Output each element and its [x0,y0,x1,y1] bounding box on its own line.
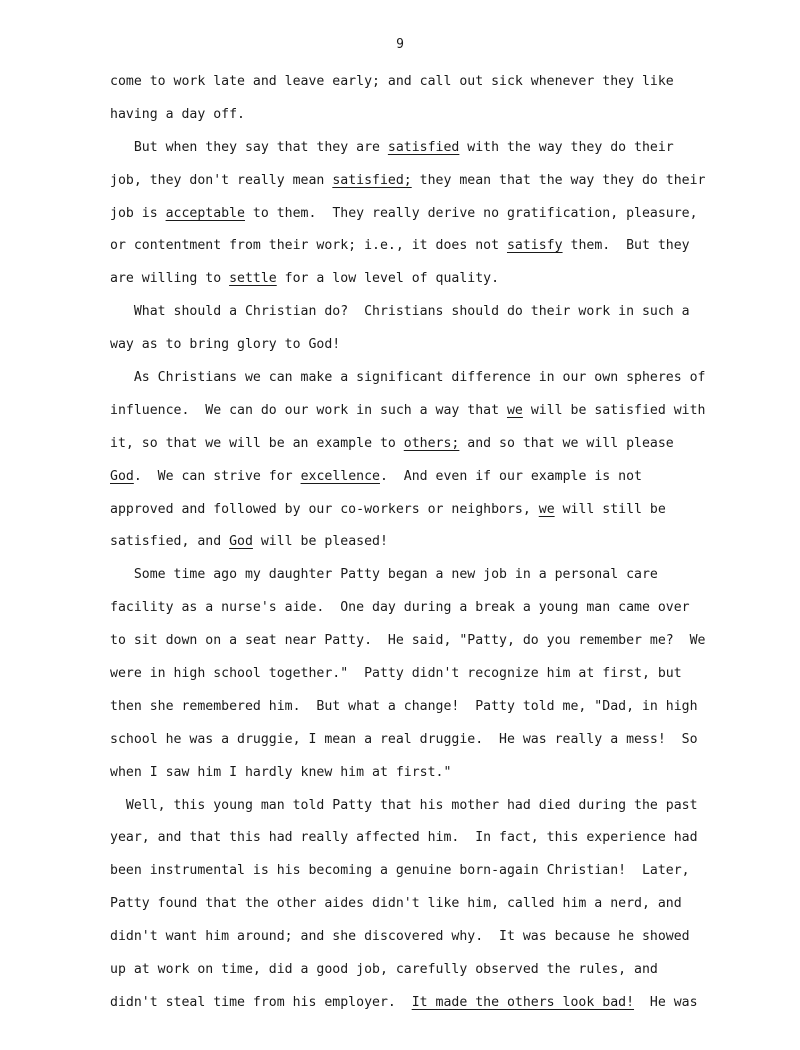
body-text [110,66,750,1020]
text-segment: it, so that we will be an example to [110,435,404,451]
underlined-text: settle [229,271,277,287]
text-segment: As Christians we can make a significant difference in our own spheres of [110,370,706,386]
text-segment: . And even if our example is not [379,468,642,484]
text-line [110,230,750,263]
text-segment: approved and followed by our co-workers or neighbors, [110,501,539,517]
text-segment: and so that we will please [459,435,674,451]
text-line [110,855,750,888]
text-segment: then she remembered him. But what a change! Patty told me, "Dad, in high [110,698,698,714]
underlined-text: satisfy [506,238,563,254]
text-segment: Some time ago my daughter Patty began a new job in a personal care [110,567,658,583]
text-segment: they mean that the way they do their [411,172,706,188]
text-line [110,132,750,165]
text-line [110,526,750,559]
text-line [110,921,750,954]
text-segment: for a low level of quality. [276,271,500,287]
text-segment: influence. We can do our work in such a way that [110,402,507,418]
text-line [110,954,750,987]
text-segment: will be satisfied with [522,402,706,418]
text-segment: will be pleased! [252,534,388,550]
text-line [110,99,750,132]
text-segment: Patty found that the other aides didn't like him, called him a nerd, and [110,896,682,912]
text-line [110,494,750,527]
text-segment: But when they say that they are [110,139,388,155]
text-segment: school he was a druggie, I mean a real druggie. He was really a mess! So [110,731,698,747]
text-segment: Well, this young man told Patty that his mother had died during the past [110,797,698,813]
underlined-text: we [538,501,555,517]
text-segment: job is [110,205,166,221]
text-line [110,625,750,658]
text-segment: year, and that this had really affected him. In fact, this experience had [110,830,698,846]
text-line [110,165,750,198]
text-line [110,888,750,921]
text-segment: job, they don't really mean [110,172,333,188]
text-line [110,592,750,625]
page-number: 9 [396,37,404,52]
text-line [110,559,750,592]
text-line [110,461,750,494]
text-segment: satisfied, and [110,534,230,550]
text-line [110,822,750,855]
underlined-text: God [110,468,134,484]
text-line [110,296,750,329]
text-segment: He was [634,994,698,1010]
text-line [110,987,750,1020]
text-line [110,428,750,461]
text-line [110,263,750,296]
text-segment: didn't steal time from his employer. [110,994,412,1010]
text-line [110,66,750,99]
text-segment: were in high school together." Patty didn't recognize him at first, but [110,666,682,682]
text-segment: having a day off. [110,106,245,122]
text-segment: been instrumental is his becoming a genuine born-again Christian! Later, [110,863,690,879]
text-segment: up at work on time, did a good job, carefully observed the rules, and [110,962,658,978]
underlined-text: excellence [300,468,380,484]
text-line [110,658,750,691]
text-segment: facility as a nurse's aide. One day during a break a young man came over [110,600,690,616]
underlined-text: God [229,534,253,550]
text-segment: to sit down on a seat near Patty. He said, "Patty, do you remember me? We [110,633,706,649]
text-line [110,395,750,428]
text-segment: to them. They really derive no gratification, pleasure, [244,205,698,221]
text-segment: What should a Christian do? Christians should do their work in such a [110,304,690,320]
text-segment: or contentment from their work; i.e., it does not [110,238,507,254]
text-segment: with the way they do their [459,139,674,155]
text-line [110,691,750,724]
text-segment: them. But they [562,238,690,254]
text-line [110,790,750,823]
text-segment: come to work late and leave early; and call out sick whenever they like [110,74,674,89]
text-segment: are willing to [110,271,230,287]
text-line [110,362,750,395]
text-line [110,724,750,757]
text-line [110,329,750,362]
underlined-text: satisfied [387,139,460,155]
underlined-text: acceptable [165,205,245,221]
text-segment: will still be [554,501,666,517]
text-line [110,198,750,231]
underlined-text: others; [403,435,460,451]
text-segment: way as to bring glory to God! [110,337,341,353]
text-segment: didn't want him around; and she discovered why. It was because he showed [110,929,690,945]
underlined-text: It made the others look bad! [411,994,635,1010]
text-line [110,757,750,790]
underlined-text: satisfied; [332,172,412,188]
underlined-text: we [506,402,523,418]
text-segment: . We can strive for [133,468,301,484]
text-segment: when I saw him I hardly knew him at first." [110,764,452,780]
